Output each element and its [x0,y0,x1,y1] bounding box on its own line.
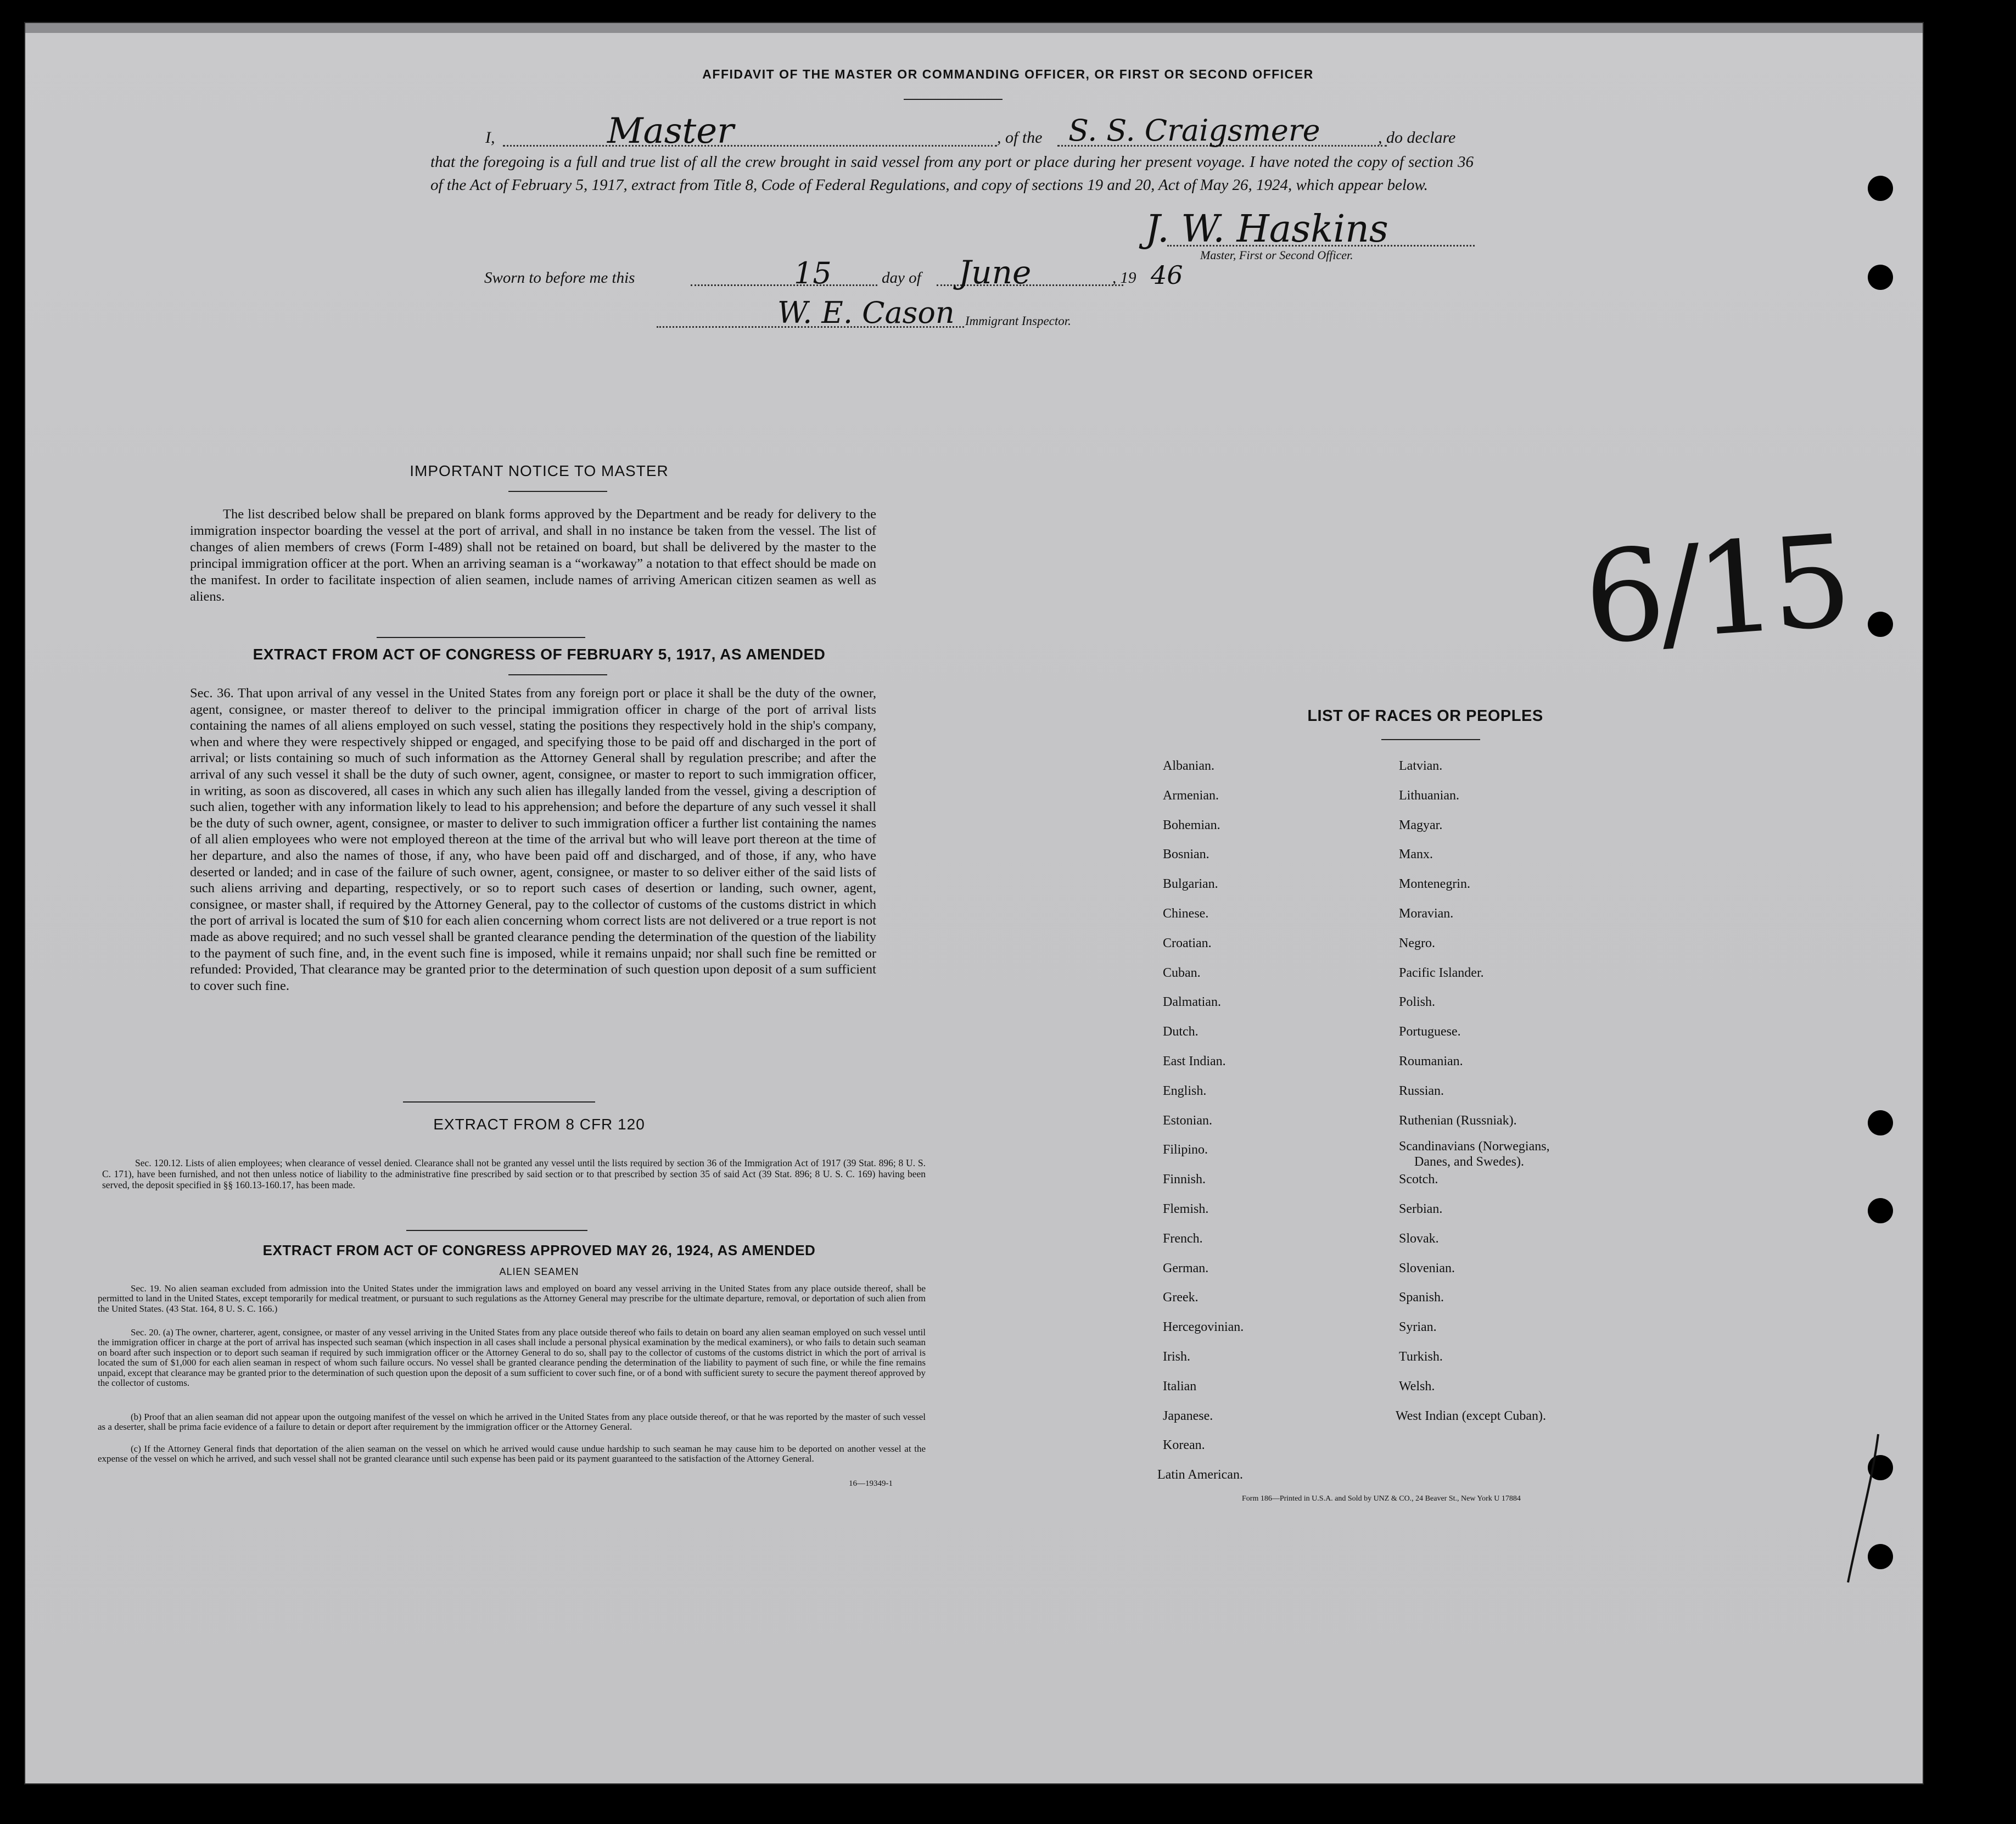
affidavit-title: AFFIDAVIT OF THE MASTER OR COMMANDING OFFICER, OR FIRST OR SECOND OFFICER [702,67,1314,81]
sec-19-text: Sec. 19. No alien seaman excluded from admission into the United States under the immigration laws and employed on board any vessel arriving in the United States from any place outside thereof, shall be permitted to land in the United States, except temporarily for medical treatment, or pursuant to such regulations as the Attorney General may prescribe for the ultimate departure, removal, or deportation of such alien from the United States. (43 Stat. 164, 8 U. S. C. 166.) [98,1283,926,1314]
race-item: Pacific Islander. [1399,965,1484,980]
punch-hole-3 [1868,612,1893,637]
punch-hole-1 [1868,176,1893,201]
race-item: Irish. [1163,1350,1190,1364]
extract-cfr-text: Sec. 120.12. Lists of alien employees; when clearance of vessel denied. Clearance shall not be granted any vessel until the lists required by section 36 of the Immigration Act of 1917 (39 Stat. 896; 8 U. S. C. 171), have been furnished, and not then unless notice of liability to the administrative fine prescribed by said section or to that prescribed by section 35 of said Act (39 Stat. 896; 8 U. S. C. 169) having been served, the deposit specified in §§ 160.13-160.17, has been made. [102,1157,926,1190]
race-item: Roumanian. [1399,1054,1463,1068]
race-item: Ruthenian (Russniak). [1399,1113,1517,1128]
handwritten-vessel: S. S. Craigsmere [1068,113,1320,148]
signature-caption: Master, First or Second Officer. [1200,248,1353,262]
sworn-day-of: day of [882,269,921,287]
race-item: Armenian. [1163,788,1219,803]
race-item: Slovak. [1399,1231,1439,1246]
race-item: Scotch. [1399,1172,1438,1187]
race-item: Turkish. [1399,1350,1443,1364]
race-item: Welsh. [1399,1379,1435,1394]
title-underline [904,99,1003,100]
handwritten-day: 15 [794,256,832,290]
inspector-signature: W. E. Cason [777,295,955,330]
race-item: Montenegrin. [1399,877,1470,892]
race-item: Manx. [1399,847,1433,862]
race-item: Magyar. [1399,818,1443,832]
print-code: 16—19349-1 [849,1479,893,1488]
race-item: Spanish. [1399,1290,1444,1305]
race-item: Finnish. [1163,1172,1206,1187]
race-item: German. [1163,1261,1209,1275]
form-footer: Form 186—Printed in U.S.A. and Sold by UNZ & CO., 24 Beaver St., New York U 17884 [1242,1495,1521,1503]
sec-20a-text: Sec. 20. (a) The owner, charterer, agent, consignee, or master of any vessel arriving in the United States from any place outside thereof who fails to detain on board any alien seaman employed on such vessel until the immigration officer in charge at the port of arrival has inspected such seaman (which inspection in all cases shall include a personal physical examination by the medical examiners), or who fails to detain such seaman on board after such inspection or to deport such seaman if required by such immigration officer or the Attorney General to do so, shall pay to the collector of customs of the customs district in which the port of arrival is located the sum of $1,000 for each alien seaman in respect of whom such failure occurs. No vessel shall be granted clearance pending the determination of the liability to payment of such fine, or while the fine remains unpaid, except that clearance may be granted prior to the determination of such question upon the deposit of a sum sufficient to cover such fine, or of a bond with sufficient surety to secure the payment thereof approved by the collector of customs. [98,1327,926,1389]
race-item: West Indian (except Cuban). [1396,1408,1546,1423]
affidavit-declare-label: , do declare [1378,128,1456,147]
race-item: Greek. [1163,1290,1199,1305]
race-item: French. [1163,1231,1203,1246]
paper-sheet [24,22,1924,1784]
race-item: Croatian. [1163,936,1212,950]
race-item: Slovenian. [1399,1261,1455,1275]
affidavit-of-the-label: , of the [997,128,1043,147]
race-item: Serbian. [1399,1202,1443,1216]
punch-hole-2 [1868,265,1893,290]
race-item: English. [1163,1083,1207,1098]
master-signature: J. W. Haskins [1145,208,1388,251]
extract-1917-title: EXTRACT FROM ACT OF CONGRESS OF FEBRUARY 5, 1917, AS AMENDED [253,646,826,663]
sec-20c-text: (c) If the Attorney General finds that deportation of the alien seaman on the vessel on which he arrived would cause undue hardship to such seaman he may cause him to be deported on another vessel at the expense of the vessel on which he arrived, and such vessel shall not be granted clearance until such expense has been paid or its payment guaranteed to the satisfaction of the Attorney General. [98,1443,926,1464]
race-item: Chinese. [1163,907,1209,921]
race-item: Polish. [1399,995,1436,1010]
race-item: Albanian. [1163,759,1214,773]
handwritten-month: June [959,254,1032,291]
race-item: East Indian. [1163,1054,1226,1068]
inspector-caption: Immigrant Inspector. [965,314,1071,328]
race-item: Flemish. [1163,1202,1209,1216]
extract-1917-text: Sec. 36. That upon arrival of any vessel in the United States from any foreign port or place it shall be the duty of the owner, agent, consignee, or master thereof to deliver to the principal immigration officer in charge of the port of arrival lists containing the names of all aliens employed on such vessel, stating the positions they respectively hold in the ship's company, when and where they were respectively shipped or engaged, and specifying those to be paid off and discharged in the port of arrival; or lists containing so much of such information as the Attorney General shall by regulation prescribe; and after the arrival of any such vessel it shall be the duty of such owner, agent, consignee, or master to report to such immigration officer, in writing, as soon as discovered, all cases in which any such alien has illegally landed from the vessel, giving a description of such alien, together with any information likely to lead to his apprehension; and before the departure of any such vessel it shall be the duty of such owner, agent, consignee, or master to deliver to such immigration officer a further list containing the names of all alien employees who were not employed thereon at the time of the arrival but who will leave port thereon at the time of her departure, and also the names of those, if any, who have been paid off and discharged, and of those, if any, who have deserted or landed; and in case of the failure of such owner, agent, consignee, or master to so deliver either of the said lists of such aliens arriving and departing, respectively, or so to report such cases of desertion or landing, such owner, agent, consignee, or master shall, if required by the Attorney General, pay to the collector of customs of the customs district in which the port of arrival is located the sum of $10 for each alien concerning whom correct lists are not delivered or a true report is not made as above required; and no such vessel shall be granted clearance pending the determination of the question of the liability to the payment of such fine, and, in the event such fine is imposed, while it remains unpaid; nor shall such fine be remitted or refunded: Provided, That clearance may be granted prior to the determination of such question upon deposit of a sum sufficient to cover such fine. [190,686,876,993]
race-item: Moravian. [1399,907,1454,921]
handwritten-name: Master [607,111,734,152]
handwritten-year: 46 [1151,260,1183,290]
day-dotted-line [691,284,877,286]
race-item: Japanese. [1163,1408,1213,1423]
race-item: Russian. [1399,1083,1444,1098]
race-item: Cuban. [1163,965,1201,980]
sworn-year-prefix: , 19 [1112,269,1136,287]
notice-title: IMPORTANT NOTICE TO MASTER [410,462,669,479]
race-item: Latin American. [1157,1468,1243,1482]
extract-1924-title: EXTRACT FROM ACT OF CONGRESS APPROVED MAY 26, 1924, AS AMENDED [262,1242,816,1258]
race-item: Dalmatian. [1163,995,1221,1010]
pencil-mark [1826,1429,1892,1593]
notice-separator [377,637,585,638]
race-item: Danes, and Swedes). [1414,1155,1524,1170]
top-edge-shadow [25,23,1923,33]
race-item: Hercegovinian. [1163,1320,1244,1335]
race-item: Bulgarian. [1163,877,1218,892]
races-title: LIST OF RACES OR PEOPLES [1307,707,1543,725]
race-item: Estonian. [1163,1113,1212,1128]
race-item: Scandinavians (Norwegians, [1399,1139,1550,1154]
handwritten-date: 6/15 [1580,508,1851,673]
race-item: Filipino. [1163,1143,1208,1157]
race-item: Negro. [1399,936,1435,950]
race-item: Italian [1163,1379,1197,1394]
extract-1917-separator [403,1101,595,1103]
race-item: Syrian. [1399,1320,1437,1335]
race-item: Bosnian. [1163,847,1209,862]
race-item: Portuguese. [1399,1025,1461,1039]
name-dotted-line [503,145,997,147]
affidavit-body-text: that the foregoing is a full and true list of all the crew brought in said vessel from any port or place during her present voyage. I have noted the copy of section 36 of the Act of February 5, 1917, extract from Title 8, Code of Federal Regulations, and copy of sections 19 and 20, Act of May 26, 1924, which appear below. [430,153,1474,194]
extract-cfr-title: EXTRACT FROM 8 CFR 120 [433,1116,645,1133]
race-item: Dutch. [1163,1025,1199,1039]
sworn-prefix: Sworn to before me this [484,269,635,287]
punch-hole-4 [1868,1110,1893,1135]
extract-1924-subtitle: ALIEN SEAMEN [499,1266,579,1277]
notice-title-underline [508,491,607,492]
races-title-underline [1381,739,1480,740]
race-item: Lithuanian. [1399,788,1459,803]
extract-1917-underline [508,674,607,675]
punch-hole-5 [1868,1198,1893,1223]
race-item: Latvian. [1399,759,1443,773]
race-item: Bohemian. [1163,818,1220,832]
race-item: Korean. [1163,1438,1205,1453]
affidavit-i-label: I, [485,128,495,147]
extract-cfr-separator [406,1230,587,1231]
notice-text: The list described below shall be prepared on blank forms approved by the Department and be ready for delivery to the immigration inspector boarding the vessel at the port of arrival, and shall in no instance be taken from the vessel. The list of changes of alien members of crews (Form I-489) shall not be retained on board, but shall be delivered by the master to the principal immigration officer at the port. When an arriving seaman is a “workaway” a notation to that effect should be made on the manifest. In order to facilitate inspection of alien seamen, include names of arriving American citizen seamen as well as aliens. [190,507,876,604]
sec-20b-text: (b) Proof that an alien seaman did not appear upon the outgoing manifest of the vessel on which he arrived in the United States from any place outside thereof, or that he was reported by the master of such vessel as a deserter, shall be prima facie evidence of a failure to detain or deport after requirement by the immigration officer or the Attorney General. [98,1412,926,1433]
